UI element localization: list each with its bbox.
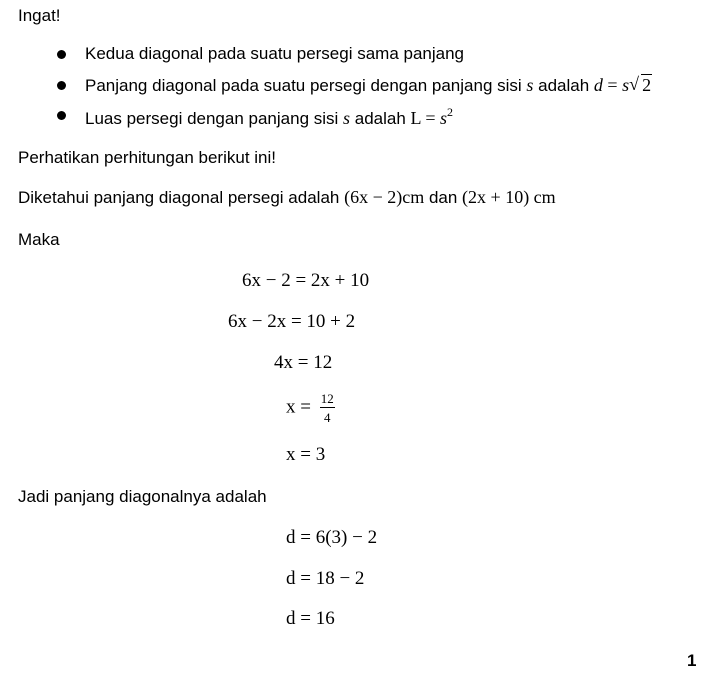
given-expression: (2x + 10) cm (462, 187, 556, 207)
bullet-text (85, 105, 453, 129)
equation-lhs: x = (286, 396, 316, 418)
math-var: L (410, 108, 421, 128)
equation-step: 6x − 2 = 2x + 10 (242, 270, 370, 291)
math-var: s (526, 75, 534, 95)
fraction-denominator: 4 (323, 410, 331, 425)
bullet-icon (57, 111, 66, 120)
given-expression: (6x − 2)cm (344, 187, 425, 207)
radicand: 2 (642, 75, 652, 95)
maka-label: Maka (18, 230, 60, 249)
fraction (320, 392, 335, 424)
page-number: 1 (687, 651, 697, 670)
bullet-icon (57, 81, 66, 90)
given-statement (18, 187, 556, 208)
equation-step: 4x = 12 (274, 352, 333, 373)
math-var: d (593, 75, 603, 95)
heading-ingat: Ingat! (18, 6, 61, 25)
equation-step: 6x − 2x = 10 + 2 (228, 311, 356, 332)
math-var: s (343, 108, 351, 128)
result-step: d = 16 (286, 608, 335, 629)
bullet-text: Kedua diagonal pada suatu persegi sama panjang (85, 44, 465, 63)
bullet-text-part: adalah (533, 76, 594, 95)
exponent: 2 (447, 105, 454, 119)
math-operator: = (420, 108, 441, 128)
instruction-text: Perhatikan perhitungan berikut ini! (18, 148, 276, 167)
math-var: s (622, 75, 630, 95)
bullet-text-part: Panjang diagonal pada suatu persegi dengan panjang sisi (85, 76, 527, 95)
bullet-text-part: adalah (350, 109, 411, 128)
bullet-icon (57, 50, 66, 59)
result-step: d = 6(3) − 2 (286, 527, 378, 548)
given-text: Diketahui panjang diagonal persegi adalah (18, 188, 345, 207)
math-var: s (440, 108, 448, 128)
square-root (629, 75, 652, 96)
conclusion-text: Jadi panjang diagonalnya adalah (18, 487, 267, 506)
result-step: d = 18 − 2 (286, 568, 365, 589)
math-operator: = (602, 75, 623, 95)
bullet-text (85, 75, 652, 96)
given-text: dan (424, 188, 463, 207)
equation-step-fraction (286, 392, 335, 424)
bullet-text-part: Luas persegi dengan panjang sisi (85, 109, 344, 128)
fraction-numerator: 12 (320, 391, 334, 406)
equation-step: x = 3 (286, 444, 326, 465)
radical-sign-icon: √ (629, 74, 639, 94)
